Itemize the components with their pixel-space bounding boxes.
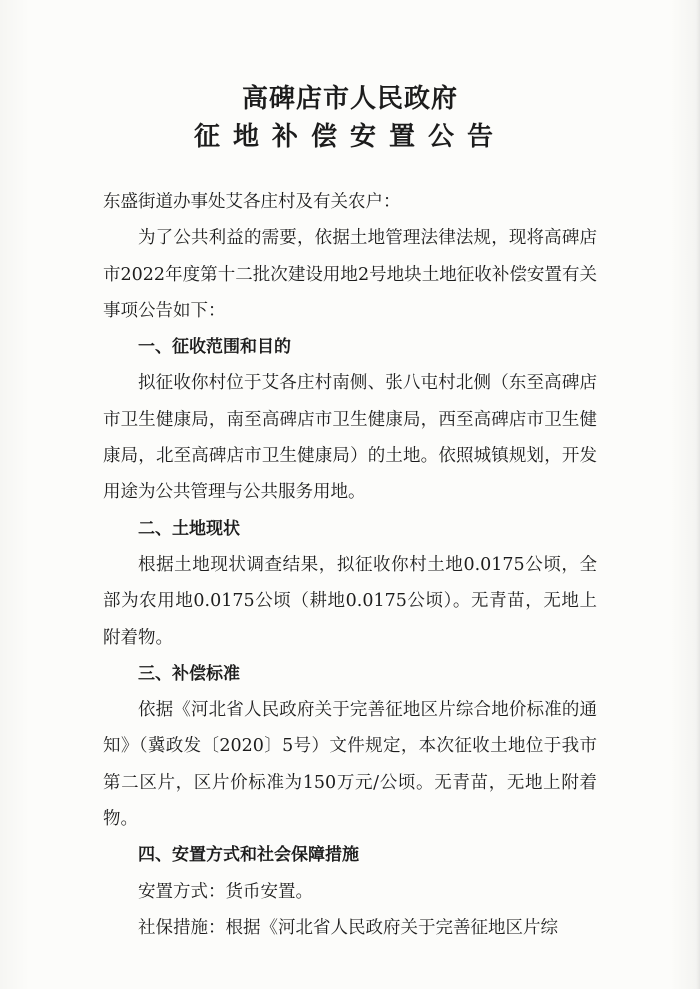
- document-title-issuer: 高碑店市人民政府: [241, 84, 458, 114]
- section-paragraph-compensation: 依据《河北省人民政府关于完善征地区片综合地价标准的通知》（冀政发〔2020〕5号）文件规定，本次征收土地位于我市第二区片，区片价标准为150万元/公顷。无青苗，无地上附着物。: [103, 700, 597, 830]
- section-paragraph-scope: 拟征收你村位于艾各庄村南侧、张八屯村北侧（东至高碑店市卫生健康局，南至高碑店市卫生健康局，西至高碑店市卫生健康局，北至高碑店市卫生健康局）的土地。依照城镇规划，开发用途为公共管理与公共服务用地。: [103, 373, 597, 503]
- document-body: [103, 184, 597, 946]
- section-paragraph-social-security: 社保措施：根据《河北省人民政府关于完善征地区片综: [138, 917, 558, 938]
- section-heading-resettlement: 四、安置方式和社会保障措施: [138, 845, 359, 866]
- scan-edge-shadow: [696, 0, 700, 989]
- salutation: 东盛街道办事处艾各庄村及有关农户：: [103, 192, 401, 212]
- section-heading-scope: 一、征收范围和目的: [138, 337, 291, 358]
- section-paragraph-land-status: 根据土地现状调查结果，拟征收你村土地0.0175公顷，全部为农用地0.0175公顷（耕地0.0175公顷）。无青苗，无地上附着物。: [103, 554, 597, 648]
- section-paragraph-resettlement-method: 安置方式：货币安置。: [138, 881, 313, 902]
- section-heading-compensation: 三、补偿标准: [138, 663, 240, 684]
- section-heading-land-status: 二、土地现状: [138, 518, 240, 539]
- intro-paragraph: 为了公共利益的需要，依据土地管理法律法规，现将高碑店市2022年度第十二批次建设用地2号地块土地征收补偿安置有关事项公告如下：: [103, 228, 597, 321]
- document-title-subject: 征地补偿安置公告: [193, 122, 506, 152]
